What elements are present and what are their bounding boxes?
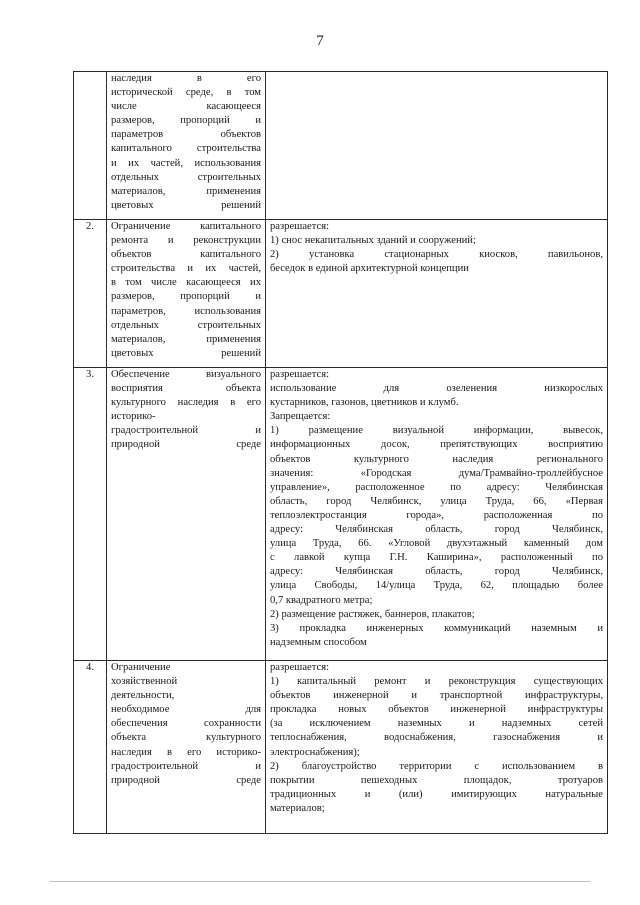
scan-bottom-edge: [50, 881, 590, 882]
restriction-name-line: материалов, применения: [111, 185, 261, 197]
regulation-text-line: информационных досок, препятствующих восприятию: [270, 439, 603, 451]
row-number: 2.: [74, 220, 107, 368]
regulation-text-line: область, город Челябинск, улица Труда, 66, «Первая: [270, 495, 603, 507]
regulation-text-line: 1) снос некапитальных зданий и сооружений;: [270, 235, 476, 247]
regulation-text-line: традиционных и (или) имитирующих натуральные: [270, 788, 603, 800]
restriction-name-line: числе касающееся: [111, 101, 261, 113]
restriction-name: [107, 72, 266, 220]
restriction-name: [107, 661, 266, 834]
regulation-text-line: покрытии пешеходных площадок, тротуаров: [270, 774, 603, 786]
restriction-name-line: Ограничение: [111, 662, 171, 673]
regulation-text-line: Запрещается:: [270, 411, 331, 423]
regulation-text-line: объектов инженерной и транспортной инфраструктуры,: [270, 690, 603, 702]
row-number: [74, 72, 107, 220]
restriction-name-line: градостроительной и: [111, 425, 261, 437]
restriction-name-line: параметров объектов: [111, 129, 261, 141]
restriction-name-line: наследия в его: [111, 73, 261, 84]
regulation-text-line: 2) благоустройство территории с использованием в: [270, 760, 603, 772]
restriction-name-line: культурного наследия в его: [111, 397, 261, 409]
regulation-text-line: улица Свободы, 14/улица Труда, 62, площадью более: [270, 580, 603, 592]
restriction-name-line: отдельных строительных: [111, 319, 261, 331]
restriction-name-line: параметров, использования: [111, 305, 261, 317]
row-number: 4.: [74, 661, 107, 834]
restriction-name-line: и их частей, использования: [111, 157, 261, 169]
restriction-name-line: восприятия объекта: [111, 383, 261, 395]
table-row: [74, 72, 608, 220]
restriction-name-line: размеров, пропорций и: [111, 115, 261, 127]
restriction-name-line: объекта культурного: [111, 732, 261, 744]
restriction-name-line: цветовых решений: [111, 347, 261, 359]
restriction-name-line: деятельности,: [111, 690, 175, 702]
page-number: 7: [316, 33, 324, 49]
regulation-text-line: теплоснабжения, водоснабжения, газоснабжения и: [270, 732, 603, 744]
regulation-text-line: значения: «Городская дума/Трамвайно-троллейбусное: [270, 467, 603, 479]
regulation-text-line: 2) установка стационарных киосков, павильонов,: [270, 249, 603, 261]
table-row: [74, 220, 608, 368]
regulation-text-line: теплоэлектростанция города», расположенная по: [270, 509, 603, 521]
restriction-name-line: в том числе касающееся их: [111, 277, 261, 289]
regulation-text-line: материалов;: [270, 802, 325, 814]
regulation-text-line: прокладка новых объектов инженерной инфраструктуры: [270, 704, 603, 716]
restriction-name-line: Ограничение капитального: [111, 221, 261, 232]
regulation-text-line: электроснабжения);: [270, 746, 360, 758]
regulation-text-line: 3) прокладка инженерных коммуникаций наземным и: [270, 622, 603, 634]
restriction-name-line: историко-: [111, 411, 156, 423]
restriction-name-line: цветовых решений: [111, 199, 261, 211]
regulation-text-line: улица Труда, 66. «Угловой двухэтажный каменный дом: [270, 538, 603, 550]
regulation-text-line: объектов культурного наследия регионального: [270, 453, 603, 465]
row-number: 3.: [74, 368, 107, 661]
restriction-name: [107, 220, 266, 368]
regulation-text: [266, 220, 608, 368]
restriction-name-line: обеспечения сохранности: [111, 718, 261, 730]
table-row: [74, 661, 608, 834]
table-body: [74, 72, 608, 834]
restriction-name-line: капитального строительства: [111, 143, 261, 155]
regulation-text-line: кустарников, газонов, цветников и клумб.: [270, 397, 459, 409]
regulation-text-line: 1) размещение визуальной информации, вывесок,: [270, 425, 603, 437]
restriction-name-line: градостроительной и: [111, 760, 261, 772]
restriction-name-line: необходимое для: [111, 704, 261, 716]
restriction-name-line: материалов, применения: [111, 333, 261, 345]
restriction-name-line: ремонта и реконструкции: [111, 235, 261, 247]
restriction-name-line: строительства и их частей,: [111, 263, 261, 275]
restriction-name-line: объектов капитального: [111, 249, 261, 261]
regulation-text-line: (за исключением наземных и надземных сетей: [270, 718, 603, 730]
restriction-name-line: наследия в его историко-: [111, 746, 261, 758]
regulation-text-line: разрешается:: [270, 662, 330, 673]
regulation-text-line: использование для озеленения низкорослых: [270, 383, 603, 395]
regulation-text-line: с лавкой купца Г.Н. Каширина», расположенный по: [270, 552, 603, 564]
regulation-text-line: адресу: Челябинская область, город Челябинск,: [270, 566, 603, 578]
regulation-text-line: управление», расположенное по адресу: Челябинская: [270, 481, 603, 493]
regulation-text-line: разрешается:: [270, 369, 330, 380]
regulation-text-line: разрешается:: [270, 221, 330, 232]
regulation-text-line: беседок в единой архитектурной концепции: [270, 263, 469, 275]
restriction-name-line: исторической среде, в том: [111, 87, 261, 99]
restrictions-table: [73, 71, 608, 834]
restriction-name-line: хозяйственной: [111, 676, 178, 688]
regulation-text-line: надземным способом: [270, 636, 367, 648]
regulation-text: [266, 661, 608, 834]
table-row: [74, 368, 608, 661]
restriction-name-line: отдельных строительных: [111, 171, 261, 183]
regulation-text-line: 2) размещение растяжек, баннеров, плакатов;: [270, 608, 475, 620]
restriction-name-line: Обеспечение визуального: [111, 369, 261, 380]
restriction-name-line: природной среде: [111, 774, 261, 786]
regulation-text: [266, 72, 608, 220]
regulation-text-line: адресу: Челябинская область, город Челябинск,: [270, 524, 603, 536]
regulation-text: [266, 368, 608, 661]
regulation-text-line: 1) капитальный ремонт и реконструкция существующих: [270, 676, 603, 688]
restriction-name-line: природной среде: [111, 439, 261, 451]
restriction-name-line: размеров, пропорций и: [111, 291, 261, 303]
regulation-text-line: 0,7 квадратного метра;: [270, 594, 373, 606]
restriction-name: [107, 368, 266, 661]
